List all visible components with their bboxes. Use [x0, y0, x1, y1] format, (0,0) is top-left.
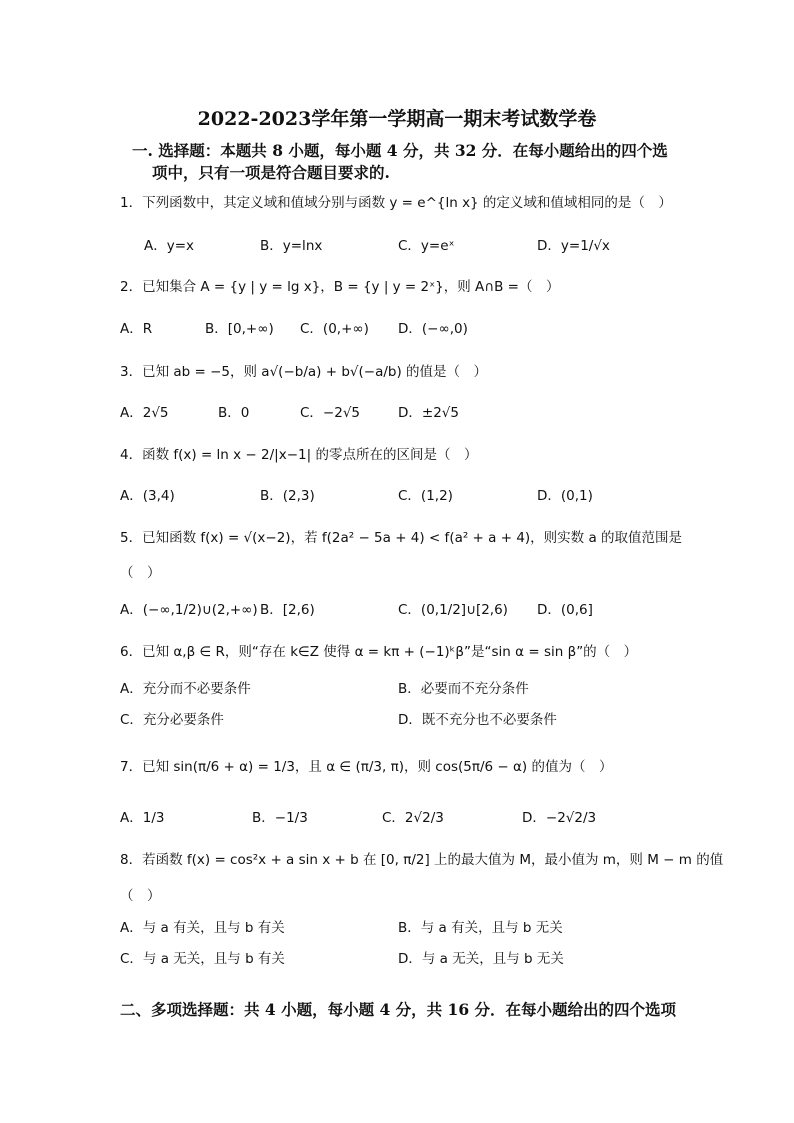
- question-4-option-b: B．(2,3): [260, 488, 315, 504]
- question-3-option-b: B．0: [218, 405, 250, 421]
- question-6-option-a: A．充分而不必要条件: [120, 681, 251, 697]
- question-2-option-d: D．(−∞,0): [398, 321, 468, 337]
- question-3-option-c: C．−2√5: [300, 405, 361, 421]
- question-3-option-a: A．2√5: [120, 405, 169, 421]
- question-7-option-c: C．2√2/3: [382, 810, 444, 826]
- question-8-option-d: D．与 a 无关，且与 b 无关: [398, 951, 564, 967]
- question-7-option-a: A．1/3: [120, 810, 165, 826]
- question-4-stem: 4．函数 f(x) = ln x − 2/|x−1| 的零点所在的区间是（ ）: [120, 447, 478, 463]
- question-5-option-d: D．(0,6]: [537, 602, 593, 618]
- question-2-option-c: C．(0,+∞): [300, 321, 369, 337]
- section1-heading-line1: 一. 选择题：本题共 8 小题，每小题 4 分，共 32 分．在每小题给出的四个选: [132, 141, 668, 160]
- question-5-stem-continued: （ ）: [120, 565, 161, 581]
- question-2-stem: 2．已知集合 A = {y | y = lg x}，B = {y | y = 2ˣ}，则 A∩B =（ ）: [120, 279, 560, 295]
- question-8-option-b: B．与 a 有关，且与 b 无关: [398, 920, 563, 936]
- section2-heading: 二、多项选择题：共 4 小题，每小题 4 分，共 16 分．在每小题给出的四个选项: [120, 1000, 677, 1019]
- question-5-option-a: A．(−∞,1/2)∪(2,+∞): [120, 602, 258, 618]
- question-1-option-b: B．y=lnx: [260, 238, 323, 254]
- question-1-option-a: A．y=x: [144, 238, 195, 254]
- question-1-option-c: C．y=eˣ: [398, 238, 455, 254]
- question-7-option-d: D．−2√2/3: [522, 810, 597, 826]
- section1-heading-line2: 项中，只有一项是符合题目要求的.: [152, 163, 390, 182]
- question-8-stem-continued: （ ）: [120, 888, 161, 904]
- question-5-option-c: C．(0,1/2]∪[2,6): [398, 602, 508, 618]
- question-3-stem: 3．已知 ab = −5，则 a√(−b/a) + b√(−a/b) 的值是（ ）: [120, 364, 488, 380]
- question-1-option-d: D．y=1/√x: [537, 238, 610, 254]
- question-4-option-c: C．(1,2): [398, 488, 453, 504]
- exam-title: 2022-2023学年第一学期高一期末考试数学卷: [197, 108, 597, 130]
- question-3-option-d: D．±2√5: [398, 405, 459, 421]
- question-7-option-b: B．−1/3: [252, 810, 308, 826]
- question-6-stem: 6．已知 α,β ∈ R，则“存在 k∈Z 使得 α = kπ + (−1)ᵏβ”是“sin α = sin β”的（ ）: [120, 644, 638, 660]
- question-1-stem: 1．下列函数中，其定义域和值域分别与函数 y = e^{ln x} 的定义域和值域相同的是（ ）: [120, 195, 672, 211]
- question-4-option-a: A．(3,4): [120, 488, 175, 504]
- question-6-option-c: C．充分必要条件: [120, 712, 224, 728]
- question-6-option-b: B．必要而不充分条件: [398, 681, 529, 697]
- question-2-option-a: A．R: [120, 321, 153, 337]
- question-8-stem: 8．若函数 f(x) = cos²x + a sin x + b 在 [0, π/2] 上的最大值为 M，最小值为 m，则 M − m 的值: [120, 852, 724, 868]
- question-5-stem: 5．已知函数 f(x) = √(x−2)，若 f(2a² − 5a + 4) < f(a² + a + 4)，则实数 a 的取值范围是: [120, 530, 683, 546]
- question-7-stem: 7．已知 sin(π/6 + α) = 1/3，且 α ∈ (π/3, π)，则 cos(5π/6 − α) 的值为（ ）: [120, 759, 613, 775]
- question-8-option-c: C．与 a 无关，且与 b 有关: [120, 951, 285, 967]
- question-8-option-a: A．与 a 有关，且与 b 有关: [120, 920, 285, 936]
- question-5-option-b: B．[2,6): [260, 602, 315, 618]
- question-2-option-b: B．[0,+∞): [205, 321, 274, 337]
- question-4-option-d: D．(0,1): [537, 488, 593, 504]
- question-6-option-d: D．既不充分也不必要条件: [398, 712, 557, 728]
